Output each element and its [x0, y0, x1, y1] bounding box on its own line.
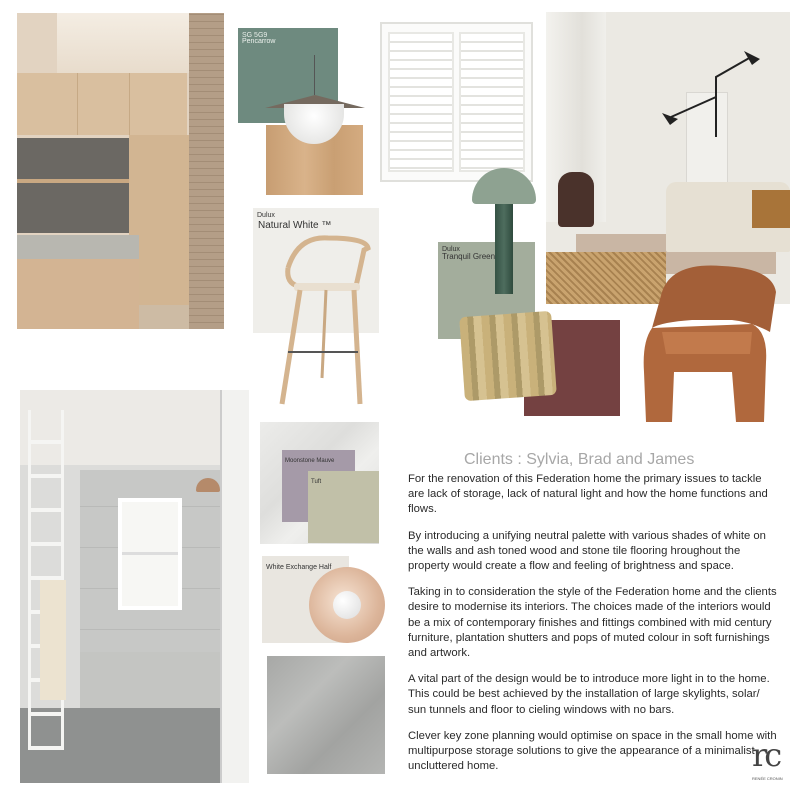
logo-mark: rc	[752, 736, 780, 774]
bathroom-photo	[20, 390, 249, 783]
swatch-name: Moonstone Mauve	[285, 458, 335, 464]
brief-paragraph: By introducing a unifying neutral palette with various shades of white on the walls and ash toned wood and stone tile flooring hroughout the property would create a flow and feeling of brightness and space.	[408, 529, 766, 573]
kitchen-photo	[17, 13, 224, 329]
swatch-tuft	[308, 471, 379, 543]
pendant-cord	[314, 55, 315, 95]
striped-cushion	[459, 311, 557, 401]
living-room-photo	[546, 12, 790, 304]
brief-paragraph: Taking in to consideration the style of the Federation home and the clients desire to modernise its interiors. The choices made of the interiors would be a mix of contemporary finishes and fittings combined with mid century furniture, plantation shutters and pops of muted colour in soft furnishings and artwork.	[408, 586, 777, 660]
stone-tile-sample	[267, 656, 385, 774]
brief-paragraph: For the renovation of this Federation home the primary issues to tackle are lack of storage, lack of natural light and how the home functions and flows.	[408, 473, 768, 516]
swatch-name: White Exchange Half	[266, 564, 332, 571]
brief-paragraph: Clever key zone planning would optimise on space in the small home with multipurpose storage solutions to give the appearance of a minimalist uncluttered home.	[408, 729, 777, 773]
swatch-brand: SG 5G9	[242, 32, 268, 39]
swatch-name: Tuft	[311, 479, 322, 485]
wall-light	[309, 567, 385, 643]
swatch-code: Dulux	[442, 246, 460, 253]
swatch-name: Pencarrow	[242, 38, 276, 45]
swatch-name: Tranquil Green	[442, 252, 496, 261]
clients-title: Clients : Sylvia, Brad and James	[464, 451, 695, 468]
bar-stool-icon	[268, 228, 374, 406]
plantation-shutters	[380, 22, 533, 182]
wall-sconce-icon	[656, 37, 766, 147]
brief-paragraph: A vital part of the design would be to introduce more light in to the home. This could be best achieved by the installation of large skylights, solar/ sun tunnels and floor to cieling windows with no bars.	[408, 673, 770, 716]
logo-subtitle: RENÉE CRONIN	[752, 776, 783, 781]
logo	[752, 738, 792, 786]
swatch-name: Natural White ™	[258, 220, 332, 231]
rust-boucle-chair-icon	[632, 262, 776, 430]
lamp-marble-base-front	[495, 204, 513, 294]
design-brief	[408, 472, 780, 785]
swatch-code: Dulux	[257, 212, 275, 219]
